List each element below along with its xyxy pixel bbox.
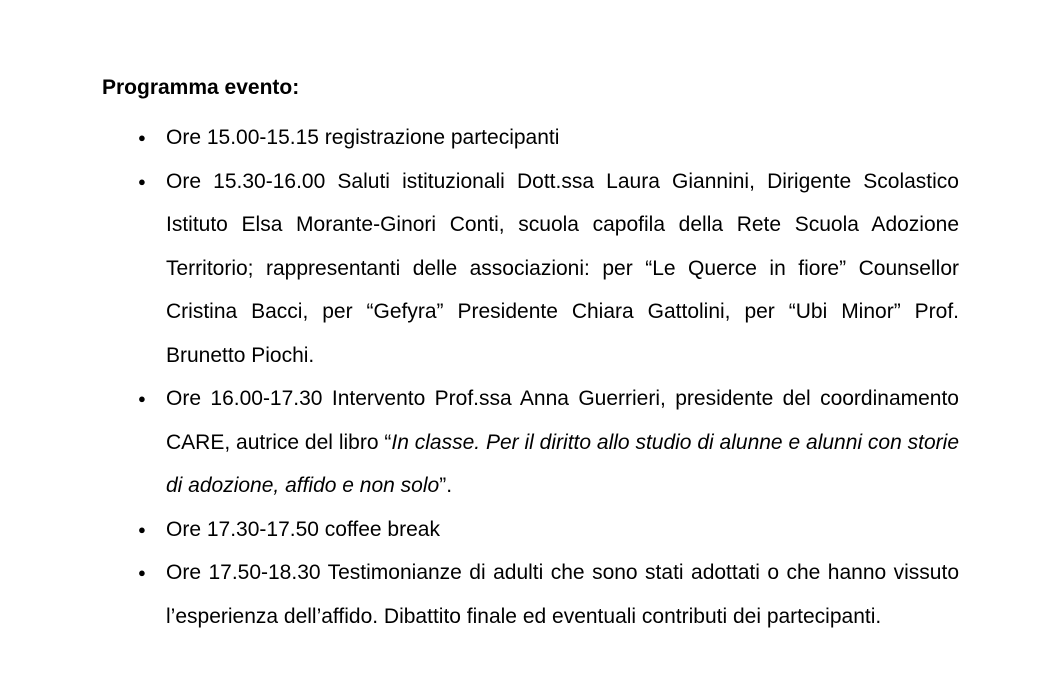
- list-item-text: Ore 17.50-18.30 Testimonianze di adulti che sono stati adottati o che hanno vissuto l’esperienza dell’affido. Dibattito finale ed eventuali contributi dei partecipanti.: [166, 561, 959, 628]
- bullet-icon: ●: [138, 391, 146, 406]
- book-title: In classe. Per il diritto allo studio di alunne e alunni con storie di adozione, affido e non solo: [166, 430, 959, 497]
- list-item-text: Ore 15.30-16.00 Saluti istituzionali Dott.ssa Laura Giannini, Dirigente Scolastico Istituto Elsa Morante-Ginori Conti, scuola capofila della Rete Scuola Adozione Territorio; rappresentanti delle associazioni: per “Le Querce in fiore” Counsellor Cristina Bacci, per “Gefyra” Presidente Chiara Gattolini, per “Ubi Minor” Prof. Brunetto Piochi.: [166, 169, 959, 367]
- bullet-icon: ●: [138, 173, 146, 189]
- bullet-icon: ●: [138, 521, 146, 537]
- list-item-text: Ore 15.00-15.15 registrazione partecipanti: [166, 126, 560, 149]
- bullet-icon: ●: [138, 130, 146, 145]
- bullet-icon: ●: [138, 565, 146, 580]
- list-item: [138, 551, 959, 638]
- list-item-text: Ore 16.00-17.30 Intervento Prof.ssa Anna Guerrieri, presidente del coordinamento CARE, autrice del libro “: [166, 387, 959, 454]
- list-item: [138, 160, 959, 378]
- list-item: [138, 116, 959, 160]
- program-heading: Programma evento:: [102, 76, 300, 99]
- list-item: [138, 508, 959, 552]
- list-item-text: Ore 17.30-17.50 coffee break: [166, 517, 440, 541]
- list-item: [138, 377, 959, 508]
- program-list: [0, 116, 1059, 638]
- list-item-text-end: ”.: [439, 474, 453, 497]
